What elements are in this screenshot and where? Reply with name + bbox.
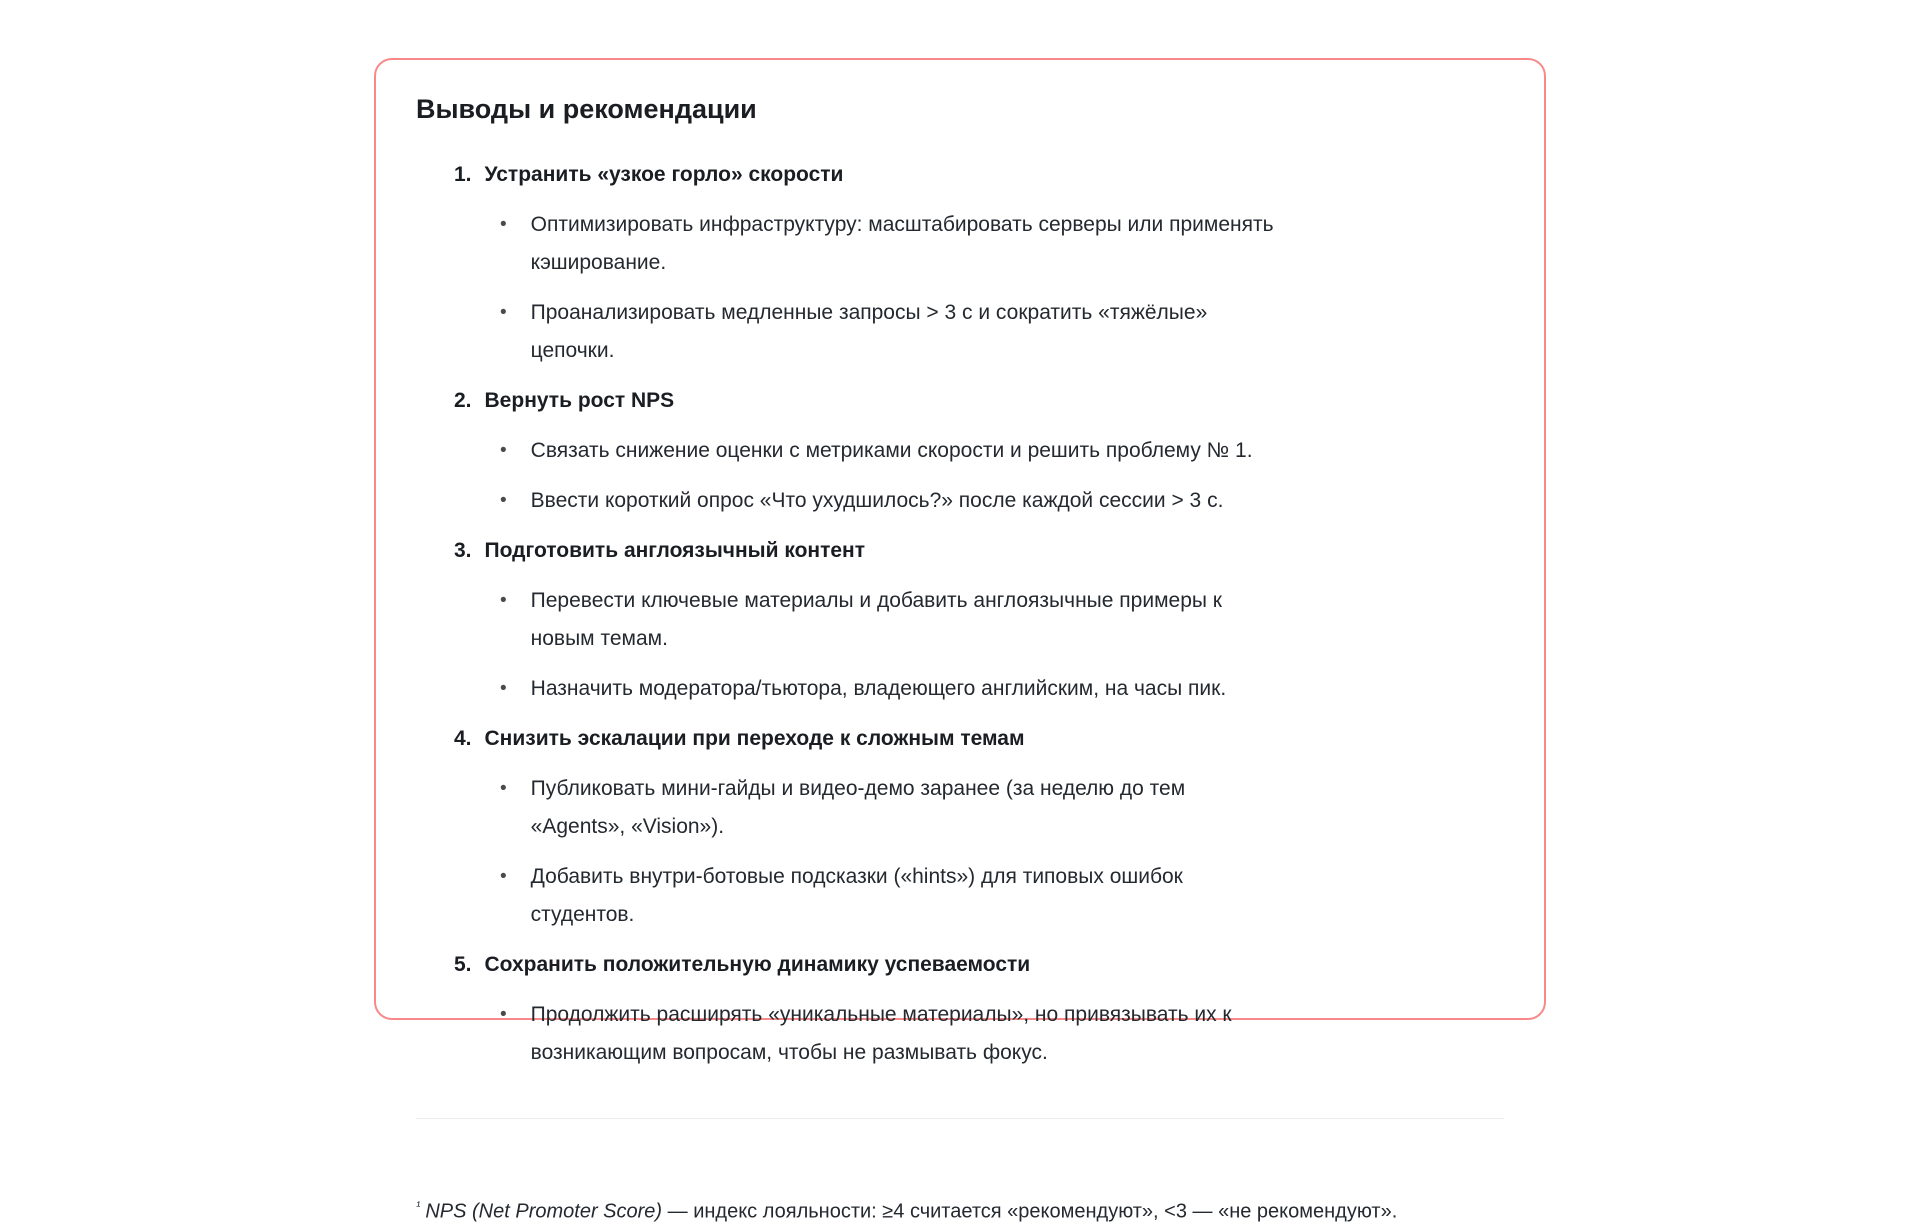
bullet-dot-icon: • [500,214,507,235]
recommendations-list [416,156,1504,1072]
footnote-text: — индекс лояльности: ≥4 считается «рекомендуют», <3 — «не рекомендуют». [662,1200,1398,1223]
item-heading-row [454,532,1504,570]
bullet-list [500,582,1504,708]
bullet-item [500,996,1504,1072]
bullet-dot-icon: • [500,302,507,323]
bullet-text: Назначить модератора/тьютора, владеющего английским, на часы пик. [530,677,1227,700]
bullet-dot-icon: • [500,778,507,799]
item-heading: Вернуть рост NPS [484,389,675,412]
item-number: 4. [454,727,472,750]
bullet-item [500,670,1504,708]
item-heading-row [454,382,1504,420]
item-number: 2. [454,389,472,412]
bullet-dot-icon: • [500,440,507,461]
bullet-dot-icon: • [500,678,507,699]
list-item [454,156,1504,370]
list-item [454,946,1504,1072]
item-heading-row [454,720,1504,758]
bullet-dot-icon: • [500,590,507,611]
bullet-dot-icon: • [500,490,507,511]
footnote-term: NPS (Net Promoter Score) [425,1200,663,1223]
bullet-text: Оптимизировать инфраструктуру: масштабировать серверы или применять кэширование. [530,213,1274,274]
bullet-item [500,294,1504,370]
bullet-item [500,582,1504,658]
item-heading-row [454,946,1504,984]
footnote-marker: ¹ [416,1198,421,1213]
bullet-dot-icon: • [500,1004,507,1025]
item-heading: Устранить «узкое горло» скорости [484,163,844,186]
item-heading: Подготовить англоязычный контент [484,539,866,562]
bullet-text: Продолжить расширять «уникальные материалы», но привязывать их к возникающим вопросам, чтобы не размывать фокус. [530,1003,1232,1064]
item-number: 1. [454,163,472,186]
list-item [454,532,1504,708]
bullet-list [500,206,1504,370]
item-number: 3. [454,539,472,562]
bullet-item [500,432,1504,470]
bullet-text: Ввести короткий опрос «Что ухудшилось?» после каждой сессии > 3 с. [530,489,1224,512]
bullet-list [500,770,1504,934]
bullet-text: Связать снижение оценки с метриками скорости и решить проблему № 1. [530,439,1253,462]
bullet-text: Перевести ключевые материалы и добавить англоязычные примеры к новым темам. [530,589,1222,650]
summary-card [374,58,1546,1223]
page-title: Выводы и рекомендации [416,94,757,124]
bullet-text: Проанализировать медленные запросы > 3 с и сократить «тяжёлые» цепочки. [530,301,1208,362]
item-heading: Снизить эскалации при переходе к сложным темам [484,727,1025,750]
bullet-item [500,858,1504,934]
bullet-text: Добавить внутри-ботовые подсказки («hints») для типовых ошибок студентов. [530,865,1183,926]
bullet-item [500,482,1504,520]
list-item [454,382,1504,520]
bullet-item [500,770,1504,846]
item-heading-row [454,156,1504,194]
bullet-item [500,206,1504,282]
bullet-list [500,996,1504,1072]
bullet-list [500,432,1504,520]
footnote [416,1191,1504,1227]
list-item [454,720,1504,934]
item-heading: Сохранить положительную динамику успеваемости [484,953,1031,976]
bullet-dot-icon: • [500,866,507,887]
bullet-text: Публиковать мини-гайды и видео-демо заранее (за неделю до тем «Agents», «Vision»). [530,777,1186,838]
item-number: 5. [454,953,472,976]
divider [416,1118,1504,1119]
